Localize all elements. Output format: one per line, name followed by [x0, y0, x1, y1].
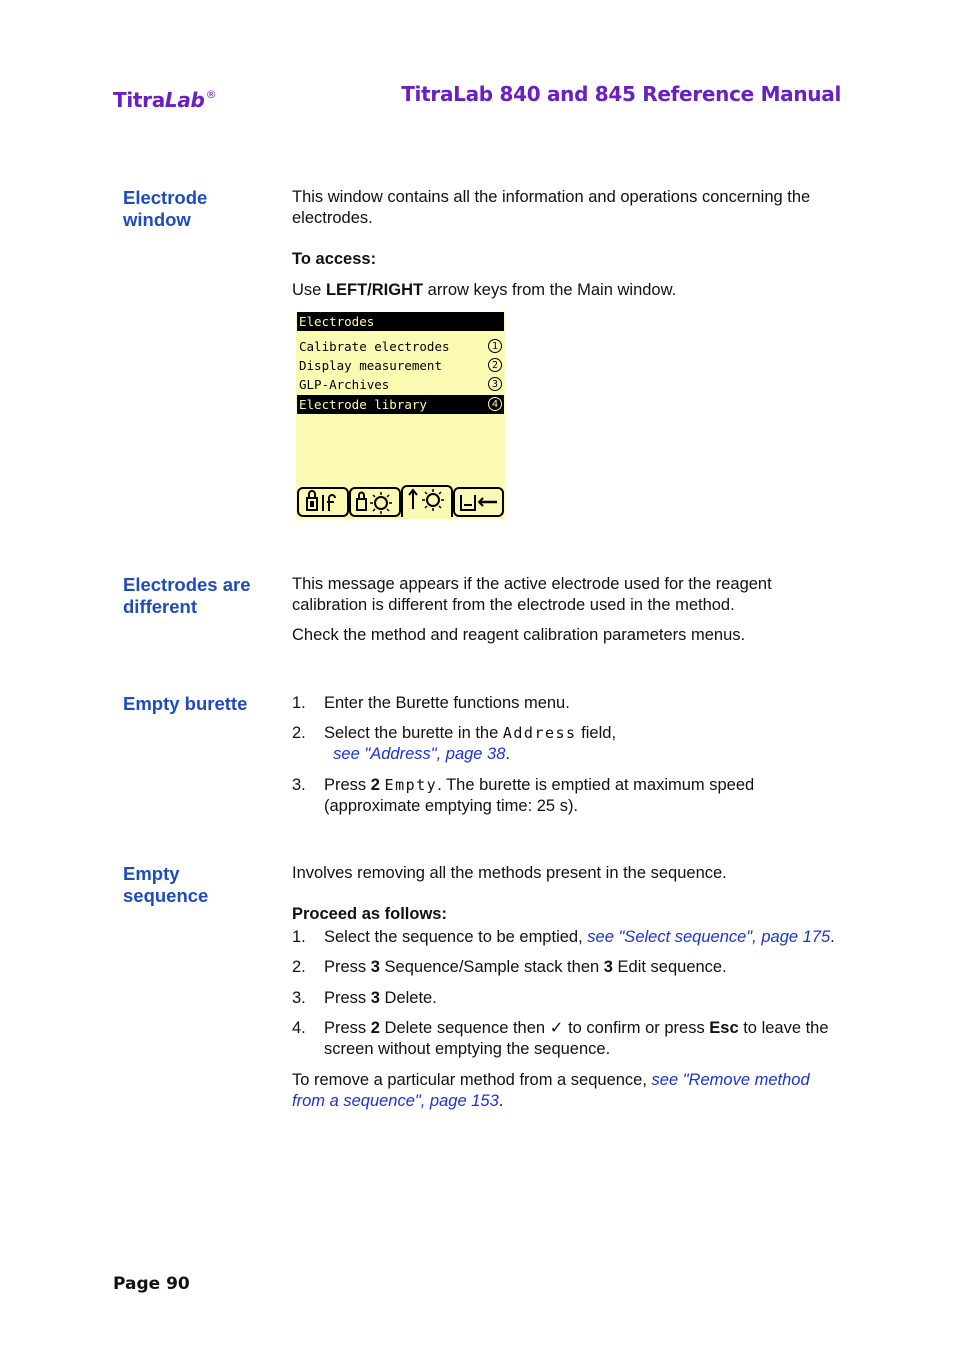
electrode-window-intro: This window contains all the information and operations concerning the electrodes. [292, 188, 811, 227]
heading-line: different [123, 596, 197, 617]
note-pre: To remove a particular method from a sequence, [292, 1071, 652, 1089]
step-post: Delete. [379, 989, 437, 1007]
key-number: 2 [370, 1019, 380, 1037]
electrode-window-body [292, 187, 837, 301]
electrodes-screen [296, 312, 505, 519]
list-item: 3. Press 2 Empty. The burette is emptied at maximum speed (approximate emptying time: 25 s). [292, 776, 755, 815]
step-text: Enter the Burette functions menu. [324, 694, 570, 712]
screen-menu-item [297, 356, 504, 375]
key-number: 2 [370, 776, 380, 794]
manual-title: TitraLab 840 and 845 Reference Manual [401, 82, 841, 106]
empty-burette-steps [292, 693, 837, 817]
step-pre: Press [324, 958, 371, 976]
screen-menu-item-selected [297, 395, 504, 414]
heading-line: Empty [123, 863, 180, 884]
access-pre: Use [292, 281, 326, 299]
heading-electrode-window [123, 187, 283, 231]
menu-item-number: 3 [488, 377, 502, 391]
access-instructions [292, 280, 837, 301]
address-field-name: Address [502, 724, 577, 742]
step-mid: Sequence/Sample stack then [379, 958, 604, 976]
heading-electrodes-different [123, 574, 283, 618]
electrodes-different-message: This message appears if the active electrode used for the reagent calibration is different from the electrode used in the method. [292, 575, 772, 614]
beaker-arrow-icon [453, 487, 504, 517]
step-mid: Delete sequence then ✓ to confirm or press [379, 1019, 710, 1037]
empty-burette-body [292, 693, 837, 817]
access-label: To access: [292, 250, 377, 268]
list-item: 1. Enter the Burette functions menu. [292, 694, 570, 712]
heading-line: sequence [123, 885, 209, 906]
esc-key: Esc [709, 1019, 739, 1037]
heading-line: window [123, 209, 191, 230]
screen-menu-item [297, 337, 504, 356]
menu-item-number: 4 [488, 397, 502, 411]
menu-item-number: 1 [488, 339, 502, 353]
step-post: field, [576, 724, 617, 742]
menu-item-label: Electrode library [299, 397, 427, 412]
heading-line: Electrode [123, 187, 208, 208]
screen-tab-bar [297, 485, 504, 519]
step-post: . The burette is emptied at maximum speed (approximate emptying time: 25 s). [324, 776, 755, 815]
select-sequence-link[interactable]: see "Select sequence", page 175 [587, 928, 831, 946]
heading-empty-sequence [123, 863, 283, 907]
list-item: 4. Press 2 Delete sequence then ✓ to confirm or press Esc to leave the screen without emptying the sequence. [292, 1019, 829, 1058]
menu-item-number: 2 [488, 358, 502, 372]
heading-line: Electrodes are [123, 574, 251, 595]
list-item: 1. Select the sequence to be emptied, see "Select sequence", page 175. [292, 928, 835, 946]
screen-menu-item [297, 375, 504, 394]
heading-empty-burette: Empty burette [123, 693, 248, 714]
list-item: 3. Press 3 Delete. [292, 989, 437, 1007]
screen-title: Electrodes [297, 312, 504, 331]
step-pre: Press [324, 989, 371, 1007]
step-pre: Press [324, 776, 371, 794]
step-pre: Press [324, 1019, 371, 1037]
step-post: to leave the screen without emptying the sequence. [324, 1019, 829, 1058]
proceed-label: Proceed as follows: [292, 905, 447, 923]
empty-sequence-intro: Involves removing all the methods present in the sequence. [292, 864, 727, 882]
brand-logo [113, 84, 216, 111]
empty-sequence-steps [292, 927, 837, 1060]
empty-sequence-body [292, 863, 837, 1112]
remove-method-link[interactable]: see "Remove method from a sequence", page 153 [292, 1071, 810, 1110]
list-item: 2. Select the burette in the Address field, see "Address", page 38. [292, 724, 617, 763]
remove-method-note: To remove a particular method from a sequence, see "Remove method from a sequence", page 153. [292, 1071, 810, 1110]
brand-suffix: Lab [164, 88, 205, 112]
access-post: arrow keys from the Main window. [423, 281, 677, 299]
access-keys: LEFT/RIGHT [325, 281, 424, 299]
address-link[interactable]: see "Address", page 38 [333, 745, 506, 763]
empty-command: Empty [384, 776, 438, 794]
menu-item-label: Calibrate electrodes [299, 339, 450, 354]
registered-mark: ® [205, 88, 217, 101]
key-number: 3 [370, 958, 380, 976]
step-post: Edit sequence. [612, 958, 727, 976]
step-pre: Select the burette in the [324, 724, 503, 742]
lock-sun-icon [349, 487, 401, 517]
electrodes-different-body [292, 574, 837, 646]
list-item: 2. Press 3 Sequence/Sample stack then 3 Edit sequence. [292, 958, 727, 976]
menu-item-label: GLP-Archives [299, 377, 390, 392]
key-number: 3 [603, 958, 613, 976]
menu-item-label: Display measurement [299, 358, 442, 373]
brand-prefix: Titra [113, 88, 165, 112]
sun-arrow-icon [401, 485, 453, 517]
step-pre: Select the sequence to be emptied, [324, 928, 588, 946]
lock-info-icon [297, 487, 349, 517]
page-number: Page 90 [113, 1274, 190, 1294]
electrodes-different-advice: Check the method and reagent calibration parameters menus. [292, 626, 746, 644]
key-number: 3 [370, 989, 380, 1007]
